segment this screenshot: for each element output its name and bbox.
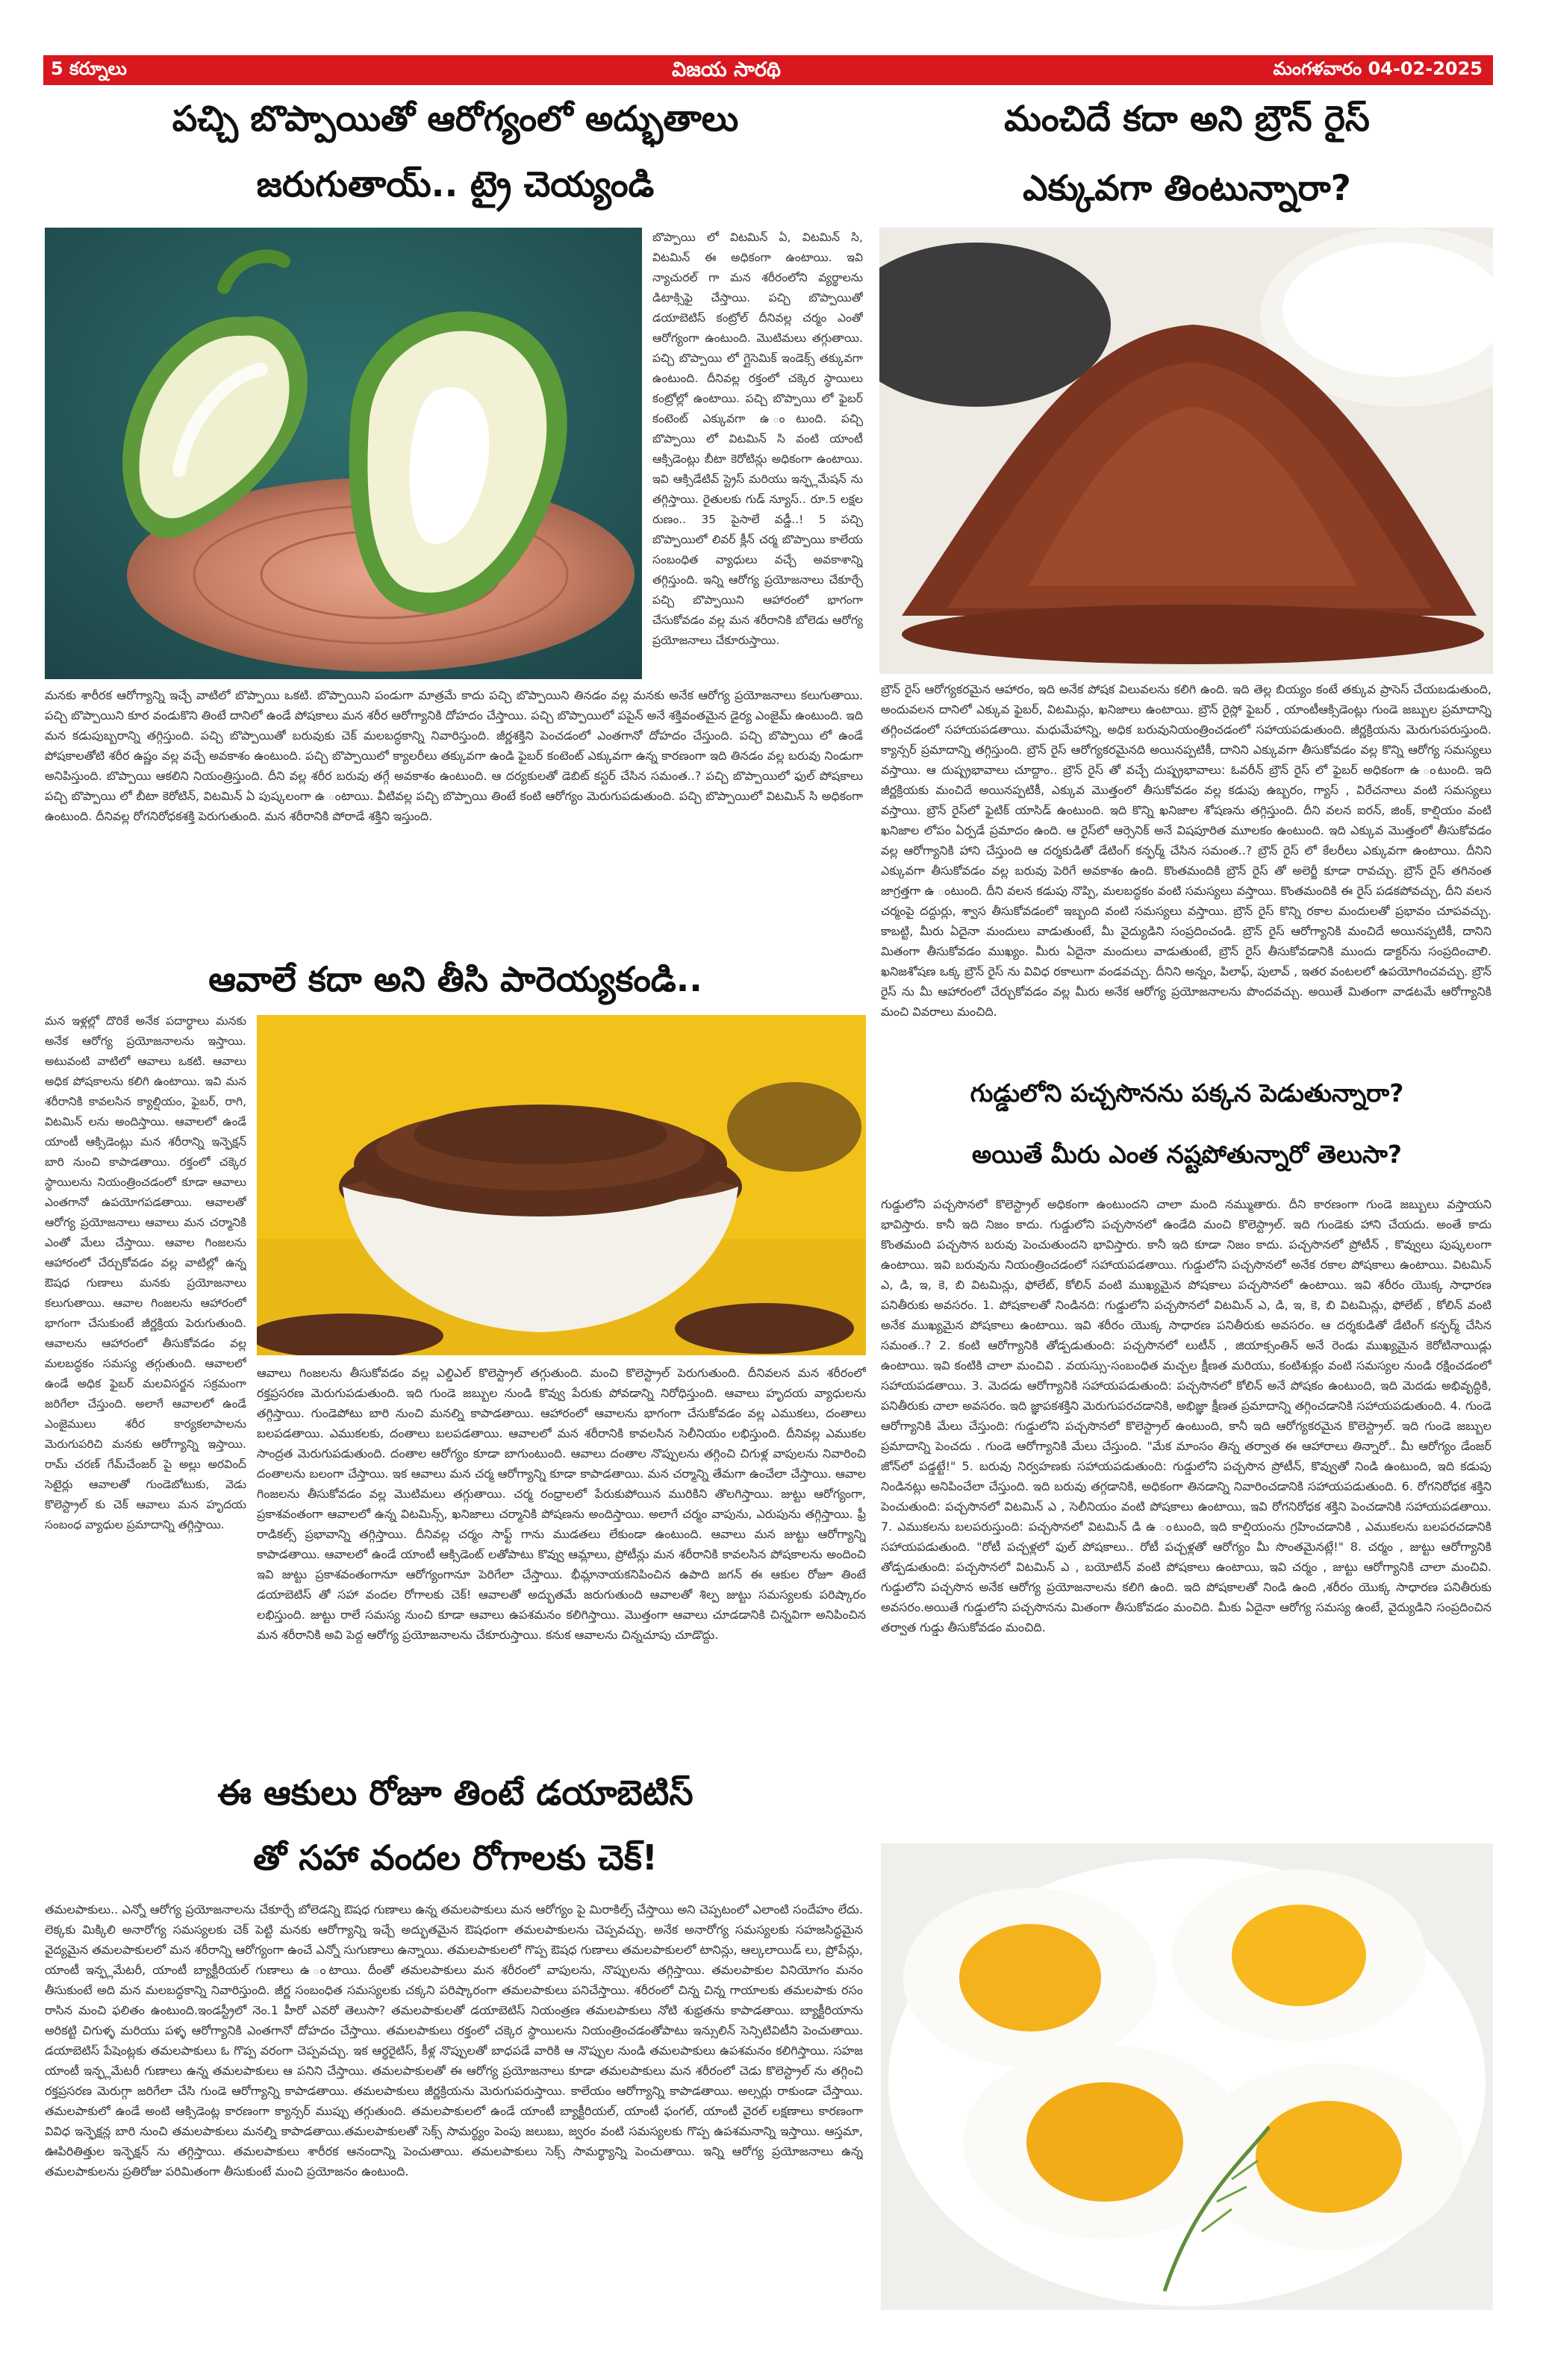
rice-title-line2: ఎక్కువగా తింటున్నారా? — [1023, 168, 1351, 209]
date-label: మంగళవారం 04-02-2025 — [1273, 58, 1483, 79]
avalu-side-text: మన ఇళ్లల్లో దొరికే అనేక పదార్థాలు మనకు అనేక ఆరోగ్య ప్రయోజనాలను ఇస్తాయి. అటువంటి వాటిలో ఆవాలు ఒకటి. ఆవాలు అధిక పోషకాలను కలిగి ఉంటాయి. ఇవి మన శరీరానికి కావలసిన క్యాల్షియం, ఫైబర్, రాగి, విటమిన్ లను అందిస్తాయి. ఆవాలలో ఉండే యాంటీ ఆక్సిడెంట్లు మన శరీరాన్ని ఇన్ఫెక్షన్ బారి నుంచి కాపాడతాయి. రక్తంలో చక్కెర స్థాయిలను నియంత్రించడంలో కూడా ఆవాలు ఎంతగానో ఉపయోగపడతాయి. ఆవాలతో ఆరోగ్య ప్రయోజనాలు ఆవాలు మన చర్మానికి ఎంతో మేలు చేస్తాయి. ఆవాల గింజలను ఆహారంలో చేర్చుకోవడం వల్ల వాటిల్లో ఉన్న ఔషధ గుణాలు మనకు ప్రయోజనాలు కలుగుతాయి. ఆవాల గింజలను ఆహారంలో భాగంగా చేసుకుంటే జీర్ణక్రియ పెరుగుతుంది. ఆవాలను ఆహారంలో తీసుకోవడం వల్ల మలబద్ధకం సమస్య తగ్గుతుంది. ఆవాలలో ఉండే అధిక ఫైబర్ మలవిసర్జన సక్రమంగా జరిగేలా చేస్తుంది. అలాగే ఆవాలలో ఉండే ఎంజైములు శరీర కార్యకలాపాలను మెరుగుపరిచి మనకు ఆరోగ్యాన్ని ఇస్తాయి. రామ్ చరణ్ గేమ్‌చేంజర్ పై అల్లు అరవింద్ సెటైర్లు ఆవాలతో గుండెబోటుకు, వెడు కొలెస్ట్రాల్ కు చెక్ ఆవాలు మన హృదయ సంబంధ వ్యాధుల ప్రమాదాన్ని తగ్గిస్తాయి. — [45, 1014, 246, 1531]
leaves-title-line1: ఈ ఆకులు రోజూ తింటే డయాబెటిస్ — [217, 1772, 693, 1813]
boiled-eggs-photo — [881, 1843, 1493, 2310]
egg-title-line2: అయితే మీరు ఎంత నష్టపోతున్నారో తెలుసా? — [971, 1140, 1403, 1169]
masthead-title: విజయ సారథి — [672, 58, 781, 81]
papaya-title-line2: జరుగుతాయ్.. ట్రై చెయ్యండి — [256, 164, 655, 205]
papaya-side-text: బొప్పాయి లో విటమిన్ ఏ, విటమిన్ సి, విటమిన్ ఈ అధికంగా ఉంటాయి. ఇవి న్యాచురల్ గా మన శరీరంలోని వ్యర్థాలను డిటాక్సిఫై చేస్తాయి. పచ్చి బొప్పాయితో డయాబెటిస్ కంట్రోల్ దీనివల్ల చర్మం ఎంతో ఆరోగ్యంగా ఉంటుంది. మొటిమలు తగ్గుతాయి. పచ్చి బొప్పాయి లో గ్లైసెమిక్ ఇండెక్స్ తక్కువగా ఉంటుంది. దీనివల్ల రక్తంలో చక్కెర స్థాయిలు కంట్రోల్లో ఉంటాయి. పచ్చి బొప్పాయి లో ఫైబర్ కంటెంట్ ఎక్కువగా ఉ ంటుంది. పచ్చి బొప్పాయి లో విటమిన్ సి వంటి యాంటీ ఆక్సిడెంట్లు బీటా కెరోటిన్లు అధికంగా ఉంటాయి. ఇవి ఆక్సిడేటివ్ స్ట్రెస్ మరియు ఇన్ఫ్లమేషన్ ను తగ్గిస్తాయి. రైతులకు గుడ్ న్యూస్.. రూ.5 లక్షల రుణం.. 35 పైసాలే వడ్డీ..! 5 పచ్చి బొప్పాయిలో లివర్ క్లీన్ చర్మ బొప్పాయి కాలేయ సంబంధిత వ్యాధులు వచ్చే అవకాశాన్ని తగ్గిస్తుంది. ఇన్ని ఆరోగ్య ప్రయోజనాలు చేకూర్చే పచ్చి బొప్పాయిని ఆహారంలో భాగంగా చేసుకోవడం వల్ల మన శరీరానికి బోలెడు ఆరోగ్య ప్రయోజనాలు చేకూరుస్తాయి. — [652, 231, 863, 647]
egg-title-line1: గుడ్డులోని పచ్చసొనను పక్కన పెడుతున్నారా? — [970, 1078, 1404, 1108]
egg-body-text: గుడ్డులోని పచ్చసొనలో కొలెస్ట్రాల్ అధికంగా ఉంటుందని చాలా మంది నమ్ముతారు. దీని కారణంగా గుండె జబ్బులు వస్తాయని భావిస్తారు. కానీ ఇది నిజం కాదు. గుడ్డులోని పచ్చసొనలో ఉండేది మంచి కొలెస్ట్రాల్. ఇది గుండెకు హాని చేయదు. అంతే కాదు కొంతమంది పచ్చసొన బరువు పెంచుతుందని భావిస్తారు. కానీ ఇది కూడా నిజం కాదు. పచ్చసొనలో ప్రోటీన్ , కొవ్వులు పుష్కలంగా ఉంటాయి. ఇవి బరువును నియంత్రించడంలో సహాయపడతాయి. గుడ్డులోని పచ్చసొనలో అనేక రకాల పోషకాలు ఉంటాయి. విటమిన్ ఎ, డి, ఇ, కె, బి విటమిన్లు, ఫోలేట్, కోలిన్ వంటి ముఖ్యమైన పోషకాలు పచ్చసొనలో ఉంటాయి. ఇవి శరీరం యొక్క సాధారణ పనితీరుకు అవసరం. 1. పోషకాలతో నిండినది: గుడ్డులోని పచ్చసొనలో విటమిన్ ఎ, డి, ఇ, కె, బి విటమిన్లు, ఫోలేట్ , కోలిన్ వంటి అనేక ముఖ్యమైన పోషకాలు ఉంటాయి. ఇవి శరీరం యొక్క సాధారణ పనితీరుకు అవసరం. ఆ దర్శకుడితో డేటింగ్ కన్ఫర్మ్ చేసిన సమంత..? 2. కంటి ఆరోగ్యానికి తోడ్పడుతుంది: పచ్చసొనలో లుటీన్ , జియాక్సంతిన్ అనే రెండు ముఖ్యమైన కెరోటినాయిడ్లు ఉంటాయి. ఇవి కంటికి చాలా మంచివి . వయస్సు-సంబంధిత మచ్చల క్షీణత మరియు, కంటిశుక్లం వంటి సమస్యల నుండి రక్షించడంలో సహాయపడతాయి. 3. మెదడు ఆరోగ్యానికి సహాయపడుతుంది: పచ్చసొనలో కోలిన్ అనే పోషకం ఉంటుంది, ఇది మెదడు అభివృద్ధికి, పనితీరుకు చాలా అవసరం. ఇది జ్ఞాపకశక్తిని మెరుగుపరచడానికి, అభిజ్ఞా క్షీణత ప్రమాదాన్ని తగ్గించడానికి సహాయపడుతుంది. 4. గుండె ఆరోగ్యానికి మేలు చేస్తుంది: గుడ్డులోని పచ్చసొనలో కొలెస్ట్రాల్ ఉంటుంది, కానీ ఇది ఆరోగ్యకరమైన కొలెస్ట్రాల్. ఇది గుండె జబ్బుల ప్రమాదాన్ని పెంచదు . గుండె ఆరోగ్యానికి మేలు చేస్తుంది. "మేక మాంసం తిన్న తర్వాత ఈ ఆహారాలు తిన్నారో.. మీ ఆరోగ్యం డేంజర్ జోన్‌లో పడ్డట్టే!" 5. బరువు నిర్వహణకు సహాయపడుతుంది: గుడ్డులోని పచ్చసొన ప్రోటీన్, కొవ్వుతో నిండి ఉంటుంది, ఇది కడుపు నిండినట్లు అనిపించేలా చేస్తుంది. ఇది బరువు తగ్గడానికి, అధికంగా తినడాన్ని నివారించడానికి సహాయపడుతుంది. 6. రోగనిరోధక శక్తిని పెంచుతుంది: పచ్చసొనలో విటమిన్ ఎ , సెలీనియం వంటి పోషకాలు ఉంటాయి, ఇవి రోగనిరోధక శక్తిని పెంచడానికి సహాయపడతాయి. 7. ఎముకలను బలపరుస్తుంది: పచ్చసొనలో విటమిన్ డి ఉ ంటుంది, ఇది కాల్షియంను గ్రహించడానికి , ఎముకలను బలపరచడానికి సహాయపడుతుంది. "రోటీ పచ్చళ్లలో ఫుల్ పోషకాలు.. రోటీ పచ్చళ్లతో ఆరోగ్యం మీ సొంతమైనట్లే!" 8. చర్మం , జుట్టు ఆరోగ్యానికి తోడ్పడుతుంది: పచ్చసొనలో విటమిన్ ఎ , బయోటిన్ వంటి పోషకాలు ఉంటాయి, ఇవి చర్మం , జుట్టు ఆరోగ్యానికి చాలా మంచివి. గుడ్డులోని పచ్చసొన అనేక ఆరోగ్య ప్రయోజనాలను కలిగి ఉంది. ఇది పోషకాలతో నిండి ఉంది ,శరీరం యొక్క సాధారణ పనితీరుకు అవసరం.అయితే గుడ్డులోని పచ్చసొనను మితంగా తీసుకోవడం మంచిది. మీకు ఏదైనా ఆరోగ్య సమస్య ఉంటే, వైద్యుడిని సంప్రదించిన తర్వాత గుడ్డు తీసుకోవడం మంచిది. — [881, 1197, 1491, 1634]
avalu-title: ఆవాలే కదా అని తీసి పారెయ్యకండి.. — [208, 959, 702, 999]
mustard-seeds-photo — [257, 1015, 866, 1355]
leaves-title-line2: తో సహా వందల రోగాలకు చెక్! — [253, 1837, 658, 1878]
leaves-body-text: తమలపాకులు.. ఎన్నో ఆరోగ్య ప్రయోజనాలను చేకూర్చే బోలెడన్ని ఔషధ గుణాలు ఉన్న తమలపాకులు మన ఆరోగ్యం పై మిరాకిల్స్ చేస్తాయి అని చెప్పటంలో ఎలాంటి సందేహం లేదు. లెక్కకు మిక్కిలి అనారోగ్య సమస్యలకు చెక్ పెట్టి మనకు ఆరోగ్యాన్ని ఇచ్చే అద్భుతమైన ఔషధంగా తమలపాకులను చెప్పవచ్చు. అనేక అనారోగ్య సమస్యలకు సహజసిద్ధమైన వైద్యమైన తమలపాకులలో మన శరీరాన్ని ఆరోగ్యంగా ఉంచే ఎన్నో సుగుణాలు ఉన్నాయి. తమలపాకులలో గొప్ప ఔషధ గుణాలు తమలపాకులలో టానిన్లు, ఆల్కలాయిడ్ లు, ప్రోపేన్లు, యాంటీ ఇన్ఫ్లమేటరీ, యాంటీ బ్యాక్టీరియల్ గుణాలు ఉ ంటాయి. దీంతో తమలపాకులు మన శరీరంలో వాపులను, నొప్పులను తగ్గిస్తాయి. తమలపాకుల వినియోగం మనం తీసుకుంటే అది మన మలబద్ధకాన్ని నివారిస్తుంది. జీర్ణ సంబంధిత సమస్యలకు చక్కని పరిష్కారంగా తమలపాకులు పనిచేస్తాయి. శరీరంలో చిన్న చిన్న గాయాలకు తమలపాకు రసం రాసిన మంచి ఫలితం ఉంటుంది.ఇండస్ట్రీలో నెం.1 హీరో ఎవరో తెలుసా? తమలపాకులతో డయాబెటిస్ నియంత్రణ తమలపాకులు నోటి శుభ్రతను కాపాడతాయి. బ్యాక్టీరియాను అరికట్టి చిగుళ్ళ మరియు పళ్ళ ఆరోగ్యానికి ఎంతగానో దోహదం చేస్తాయి. తమలపాకులు రక్తంలో చక్కెర స్థాయిలను నియంత్రించడంతోపాటు ఇన్సులిన్ సెన్సిటివిటీని పెంచుతాయి. డయాబెటిస్ పేషెంట్లకు తమలపాకులు ఓ గొప్ప వరంగా చెప్పవచ్చు. ఇక ఆర్థరైటిస్, కీళ్ల నొప్పులతో బాధపడే వారికి ఆ నొప్పుల నుండి తమలపాకులు ఉపశమనం కలిగిస్తాయి. సహజ యాంటీ ఇన్ఫ్లమేటరీ గుణాలు ఉన్న తమలపాకులు ఆ పనిని చేస్తాయి. తమలపాకులతో ఈ ఆరోగ్య ప్రయోజనాలు కూడా తమలపాకులు మన శరీరంలో చెడు కొలెస్ట్రాల్ ను తగ్గించి రక్తప్రసరణ మెరుగ్గా జరిగేలా చేసి గుండె ఆరోగ్యాన్ని కాపాడతాయి. తమలపాకులు జీర్ణక్రియను మెరుగుపరుస్తాయి. కాలేయం ఆరోగ్యాన్ని కాపాడతాయి. అల్సర్లు రాకుండా చేస్తాయి. తమలపాకులో ఉండే అంటి ఆక్సిడెంట్ల కారణంగా క్యాన్సర్ ముప్పు తగ్గుతుంది. తమలపాకులలో ఉండే యాంటీ బ్యాక్టీరియల్, యాంటీ ఫంగల్, యాంటీ వైరల్ లక్షణాలు కారణంగా వివిధ ఇన్ఫెక్షన్ల బారి నుంచి తమలపాకులు మనల్ని కాపాడతాయి.తమలపాకులతో సెక్స్ సామర్థ్యం పెంపు జలుబు, జ్వరం వంటి సమస్యలకు గొప్ప ఉపశమనాన్ని ఇస్తాయి. ఆస్తమా, ఊపిరితిత్తుల ఇన్ఫెక్షన్ ను తగ్గిస్తాయి. తమలపాకులు శారీరక ఆనందాన్ని పెంచుతాయి. తమలపాకులు సెక్స్ సామర్థ్యాన్ని పెంచుతాయి. ఇన్ని ఆరోగ్య ప్రయోజనాలు ఉన్న తమలపాకులను ప్రతిరోజు పరిమితంగా తీసుకుంటే మంచి ప్రయోజనం ఉంటుంది. — [45, 1902, 863, 2178]
papaya-title-line1: పచ్చి బొప్పాయితో ఆరోగ్యంలో అద్భుతాలు — [172, 99, 739, 140]
masthead-bar — [43, 55, 1493, 85]
papaya-photo — [45, 228, 642, 679]
rice-body-text: బ్రౌన్ రైస్ ఆరోగ్యకరమైన ఆహారం, ఇది అనేక పోషక విలువలను కలిగి ఉంది. ఇది తెల్ల బియ్యం కంటే తక్కువ ప్రాసెస్ చేయబడుతుంది, అందువలన దానిలో ఎక్కువ ఫైబర్, విటమిన్లు, ఖనిజాలు ఉంటాయి. బ్రౌన్ రైస్లో ఫైబర్ , యాంటీఆక్సిడెంట్లు గుండె జబ్బుల ప్రమాదాన్ని తగ్గించడంలో సహాయపడతాయి. మధుమేహాన్ని, అధిక బరువునియంత్రించడంలో సహాయపడుతుంది. జీర్ణక్రియను మెరుగుపరుస్తుంది. క్యాన్సర్ ప్రమాదాన్ని తగ్గిస్తుంది. బ్రౌన్ రైస్ ఆరోగ్యకరమైనది అయినప్పటికీ, దానిని ఎక్కువగా తీసుకోవడం వల్ల కొన్ని ఆరోగ్య సమస్యలు వస్తాయి. ఆ దుష్ప్రభావాలు చూద్దాం.. బ్రౌన్ రైస్ తో వచ్చే దుష్ప్రభావాలు: ఓవరీన్ బ్రౌన్ రైస్ లో ఫైబర్ అధికంగా ఉ ంటుంది. ఇది జీర్ణక్రియకు మంచిదే అయినప్పటికీ, ఎక్కువ మొత్తంలో తీసుకోవడం వల్ల కడుపు ఉబ్బరం, గ్యాస్ , విరేచనాలు వంటి సమస్యలు వస్తాయి. బ్రౌన్ రైస్‌లో ఫైటిక్ యాసిడ్ ఉంటుంది. ఇది కొన్ని ఖనిజాల శోషణను తగ్గిస్తుంది. దీని వలన ఐరన్, జింక్, కాల్షియం వంటి ఖనిజాల లోపం ఏర్పడే ప్రమాదం ఉంది. ఆ రైస్‌లో ఆర్సెనిక్ అనే విషపూరిత మూలకం ఉంటుంది. ఇది ఎక్కువ మొత్తంలో తీసుకోవడం వల్ల ఆరోగ్యానికి హాని చేస్తుంది ఆ దర్శకుడితో డేటింగ్ కన్ఫర్మ్ చేసిన సమంత..? బ్రౌన్ రైస్ లో కేలరీలు ఎక్కువగా ఉంటాయి. దీనిని ఎక్కువగా తీసుకోవడం వల్ల బరువు పెరిగే అవకాశం ఉంది. కొంతమందికి బ్రౌన్ రైస్ తో అలెర్జీ కూడా రావచ్చు. బ్రౌన్ రైస్ తగినంత జాగ్రత్తగా ఉ ంటుంది. దీని వలన కడుపు నొప్పి, మలబద్ధకం వంటి సమస్యలు వస్తాయి. కొంతమందికి ఈ రైస్ పడకపోవచ్చు, దీని వలన చర్మంపై దద్దుర్లు, శ్వాస తీసుకోవడంలో ఇబ్బంది వంటి సమస్యలు వస్తాయి. బ్రౌన్ రైస్ కొన్ని రకాల మందులతో ప్రభావం చూపవచ్చు. కాబట్టి, మీరు ఏదైనా మందులు వాడుతుంటే, మీ వైద్యుడిని సంప్రదించండి. బ్రౌన్ రైస్ ఆరోగ్యానికి మంచిదే అయినప్పటికీ, దానిని మితంగా తీసుకోవడం ముఖ్యం. మీరు ఏదైనా మందులు వాడుతుంటే, బ్రౌన్ రైస్ తీసుకోవడానికి ముందు డాక్టర్‌ను సంప్రదించాలి. ఖనిజశోషణ ఒక్క బ్రౌన్ రైస్ ను వివిధ రకాలుగా వండవచ్చు. దీనిని అన్నం, పిలాఫ్, పులావ్ , ఇతర వంటలలో ఉపయోగించవచ్చు. బ్రౌన్ రైస్ ను మీ ఆహారంలో చేర్చుకోవడం వల్ల మీరు అనేక ఆరోగ్య ప్రయోజనాలను పొందవచ్చు. అయితే మితంగా వాడటమే ఆరోగ్యానికి మంచి వివరాలు మంచిది. — [881, 682, 1491, 1019]
rice-title-line1: మంచిదే కదా అని బ్రౌన్ రైస్ — [1004, 99, 1370, 140]
page-label: 5 కర్నూలు — [51, 58, 127, 79]
avalu-bottom-text: ఆవాలు గింజలను తీసుకోవడం వల్ల ఎల్డిఎల్ కొలెస్ట్రాల్ తగ్గుతుంది. మంచి కొలెస్ట్రాల్ పెరుగుతుంది. దీనివలన మన శరీరంలో రక్తప్రసరణ మెరుగుపడుతుంది. ఇది గుండె జబ్బుల నుండి కొవ్వు పేరుకు పోవడాన్ని నిరోధిస్తుంది. ఆవాలు హృదయ వ్యాధులను తగ్గిస్తాయి. గుండెపోటు బారి నుంచి మనల్ని కాపాడతాయి. ఆహారంలో ఆవాలను భాగంగా చేసుకోవడం వల్ల ఎముకలు, దంతాలు బలపడతాయి. ఎముకలకు, దంతాలు బలపడతాయి. ఆవాలలో మన శరీరానికి కావలసిన సెలీనియం లభిస్తుంది. దీనివల్ల ఎముకల సాంద్రత మెరుగుపడుతుంది. దంతాల ఆరోగ్యం కూడా బాగుంటుంది. ఆవాలు దంతాల నొప్పులను తగ్గించి చిగుళ్ల వాపులను నివారించి దంతాలను బలంగా చేస్తాయి. ఇక ఆవాలు మన చర్మ ఆరోగ్యాన్ని కూడా కాపాడతాయి. మన చర్మాన్ని తేమగా ఉంచేలా చేస్తాయి. ఆవాల గింజలను తీసుకోవడం వల్ల మొటిమలు తగ్గుతాయి. చర్మ రంధ్రాలలో పేరుకుపోయిన మురికిని తొలగిస్తాయి. జుట్టు ఆరోగ్యంగా, ప్రకాశవంతంగా ఆవాలలో ఉన్న విటమిన్స్, ఖనిజాలు చర్మానికి పోషణను అందిస్తాయి. అలాగే చర్మం వాపును, ఎరుపును తగ్గిస్తాయి. ఫ్రీ రాడికల్స్ ప్రభావాన్ని తగ్గిస్తాయి. దీనివల్ల చర్మం సాఫ్ట్ గాను ముడతలు లేకుండా ఉంటుంది. ఆవాలు మన జుట్టు ఆరోగ్యాన్ని కాపాడతాయి. ఆవాలలో ఉండే యాంటీ ఆక్సిడెంట్ లతోపాటు కొవ్వు ఆమ్లాలు, ప్రోటీన్లు మన శరీరానికి కావలసిన పోషకాలను అందించి ఇవి జుట్టు ప్రకాశవంతంగానూ ఆరోగ్యంగానూ పెరిగేలా చేస్తాయి. భీమ్లానాయకనిపించిన ఉపాది జగన్ ఈ ఆకుల రోజూ తింటే డయాబెటిస్ తో సహా వందల రోగాలకు చెక్! ఆవాలతో అద్భుతమే జరుగుతుంది ఆవాలతో శిల్ప జుట్టు సమస్యలకు పరిష్కారం లభిస్తుంది. జుట్టు రాలే సమస్య నుంచి కూడా ఆవాలు ఉపశమనం కలిగిస్తాయి. మొత్తంగా ఆవాలు చూడడానికి చిన్నవిగా అనిపించిన మన శరీరానికి అవి పెద్ద ఆరోగ్య ప్రయోజనాలను చేకూరుస్తాయి. కనుక ఆవాలను చిన్నచూపు చూడొద్దు. — [257, 1366, 866, 1642]
brown-rice-photo — [879, 228, 1493, 674]
papaya-bottom-text: మనకు శారీరక ఆరోగ్యాన్ని ఇచ్చే వాటిలో బొప్పాయి ఒకటి. బొప్పాయిని పండుగా మాత్రమే కాదు పచ్చి బొప్పాయిని తినడం వల్ల మనకు అనేక ఆరోగ్య ప్రయోజనాలు కలుగుతాయి. పచ్చి బొప్పాయిని కూర వండుకొని తింటే దానిలో ఉండే పోషకాలు మన శరీర ఆరోగ్యానికి దోహదం చేస్తాయి. పచ్చి బొప్పాయిలో పపైన్ అనే శక్తివంతమైన డైర్య ఎంజైమ్ ఉంటుంది. ఇది మన కడుపుబ్బరాన్ని తగ్గిస్తుంది. పచ్చి బొప్పాయితో బరువుకు చెక్ మలబద్ధకాన్ని నివారిస్తుంది. జీర్ణశక్తిని పెంచడంలో ఎంతగానో దోహదం చేస్తుంది. పచ్చి బొప్పాయి లో ఉండే పోషకాలతోటి శరీర ఉష్ణం వల్ల వచ్చే అవకాశం ఉంటుంది. పచ్చి బొప్పాయిలో క్యాలరీలు తక్కువగా ఉండి ఫైబర్ కంటెంట్ ఎక్కువగా ఉన్న కారణంగా ఇది తినడం వల్ల బరువు నిండుగా అనిపిస్తుంది. బొప్పాయి ఆకలిని నియంత్రిస్తుంది. దీని వల్ల శరీర బరువు తగ్గే అవకాశం ఉంటుంది. ఆ దర్యకులతో డెబిట్ కస్టర్ చేసిన సమంత..? పచ్చి బొప్పాయిలో ఫుల్ పోషకాలు పచ్చి బొప్పాయి లో బీటా కెరోటిన్, విటమిన్ ఏ పుష్కలంగా ఉ ంటాయి. వీటివల్ల పచ్చి బొప్పాయి తింటే కంటి ఆరోగ్యం మెరుగుపడుతుంది. పచ్చి బొప్పాయిలో విటమిన్ సి అధికంగా ఉంటుంది. దీనివల్ల రోగనిరోధకశక్తి పెరుగుతుంది. మన శరీరానికి పోరాడే శక్తిని ఇస్తుంది. — [45, 688, 863, 823]
